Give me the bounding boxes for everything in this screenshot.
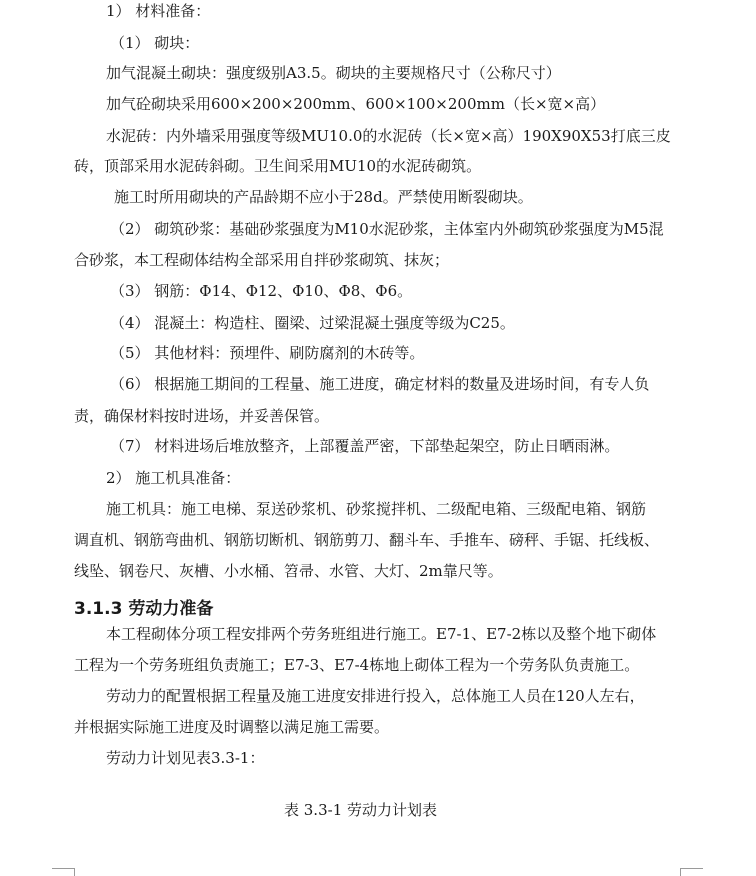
text-line: 施工机具：施工电梯、泵送砂浆机、砂浆搅拌机、二级配电箱、三级配电箱、钢筋	[106, 500, 647, 518]
text-line: 加气砼砌块采用600×200×200mm、600×100×200mm（长×宽×高）	[106, 95, 606, 113]
text-line: 水泥砖：内外墙采用强度等级MU10.0的水泥砖（长×宽×高）190X90X53打底三皮	[106, 127, 671, 145]
text-line: （1） 砌块：	[110, 34, 200, 52]
text-line: （4） 混凝土：构造柱、圈梁、过梁混凝土强度等级为C25。	[110, 314, 515, 332]
text-line: （7） 材料进场后堆放整齐，上部覆盖严密，下部垫起架空，防止日晒雨淋。	[110, 437, 620, 455]
text-line: 施工时所用砌块的产品龄期不应小于28d。严禁使用断裂砌块。	[114, 188, 533, 206]
text-line: 本工程砌体分项工程安排两个劳务班组进行施工。E7-1、E7-2栋以及整个地下砌体	[106, 625, 657, 643]
text-line: （6） 根据施工期间的工程量、施工进度，确定材料的数量及进场时间，有专人负	[110, 375, 650, 393]
text-line: 工程为一个劳务班组负责施工；E7-3、E7-4栋地上砌体工程为一个劳务队负责施工。	[74, 656, 640, 674]
text-line: 砖，顶部采用水泥砖斜砌。卫生间采用MU10的水泥砖砌筑。	[74, 157, 482, 175]
text-line: （3） 钢筋：Φ14、Φ12、Φ10、Φ8、Φ6。	[110, 282, 413, 300]
text-line: 劳动力的配置根据工程量及施工进度安排进行投入，总体施工人员在120人左右，	[106, 687, 645, 705]
text-line: 2） 施工机具准备：	[106, 469, 241, 487]
table-caption: 表 3.3-1 劳动力计划表	[284, 801, 438, 819]
text-line: （5） 其他材料：预埋件、刷防腐剂的木砖等。	[110, 344, 425, 362]
text-line: 劳动力计划见表3.3-1：	[106, 749, 265, 767]
text-line: （2） 砌筑砂浆：基础砂浆强度为M10水泥砂浆，主体室内外砌筑砂浆强度为M5混	[110, 220, 664, 238]
text-line: 合砂浆，本工程砌体结构全部采用自拌砂浆砌筑、抹灰；	[74, 251, 450, 269]
text-line: 调直机、钢筋弯曲机、钢筋切断机、钢筋剪刀、翻斗车、手推车、磅秤、手锯、托线板、	[74, 531, 660, 549]
text-line: 1） 材料准备：	[106, 2, 211, 20]
text-line: 加气混凝土砌块：强度级别A3.5。砌块的主要规格尺寸（公称尺寸）	[106, 64, 561, 82]
section-heading: 3.1.3 劳动力准备	[74, 599, 214, 619]
text-line: 责，确保材料按时进场，并妥善保管。	[74, 407, 330, 425]
text-line: 线坠、钢卷尺、灰槽、小水桶、笤帚、水管、大灯、2m靠尺等。	[74, 562, 503, 580]
text-line: 并根据实际施工进度及时调整以满足施工需要。	[74, 718, 390, 736]
